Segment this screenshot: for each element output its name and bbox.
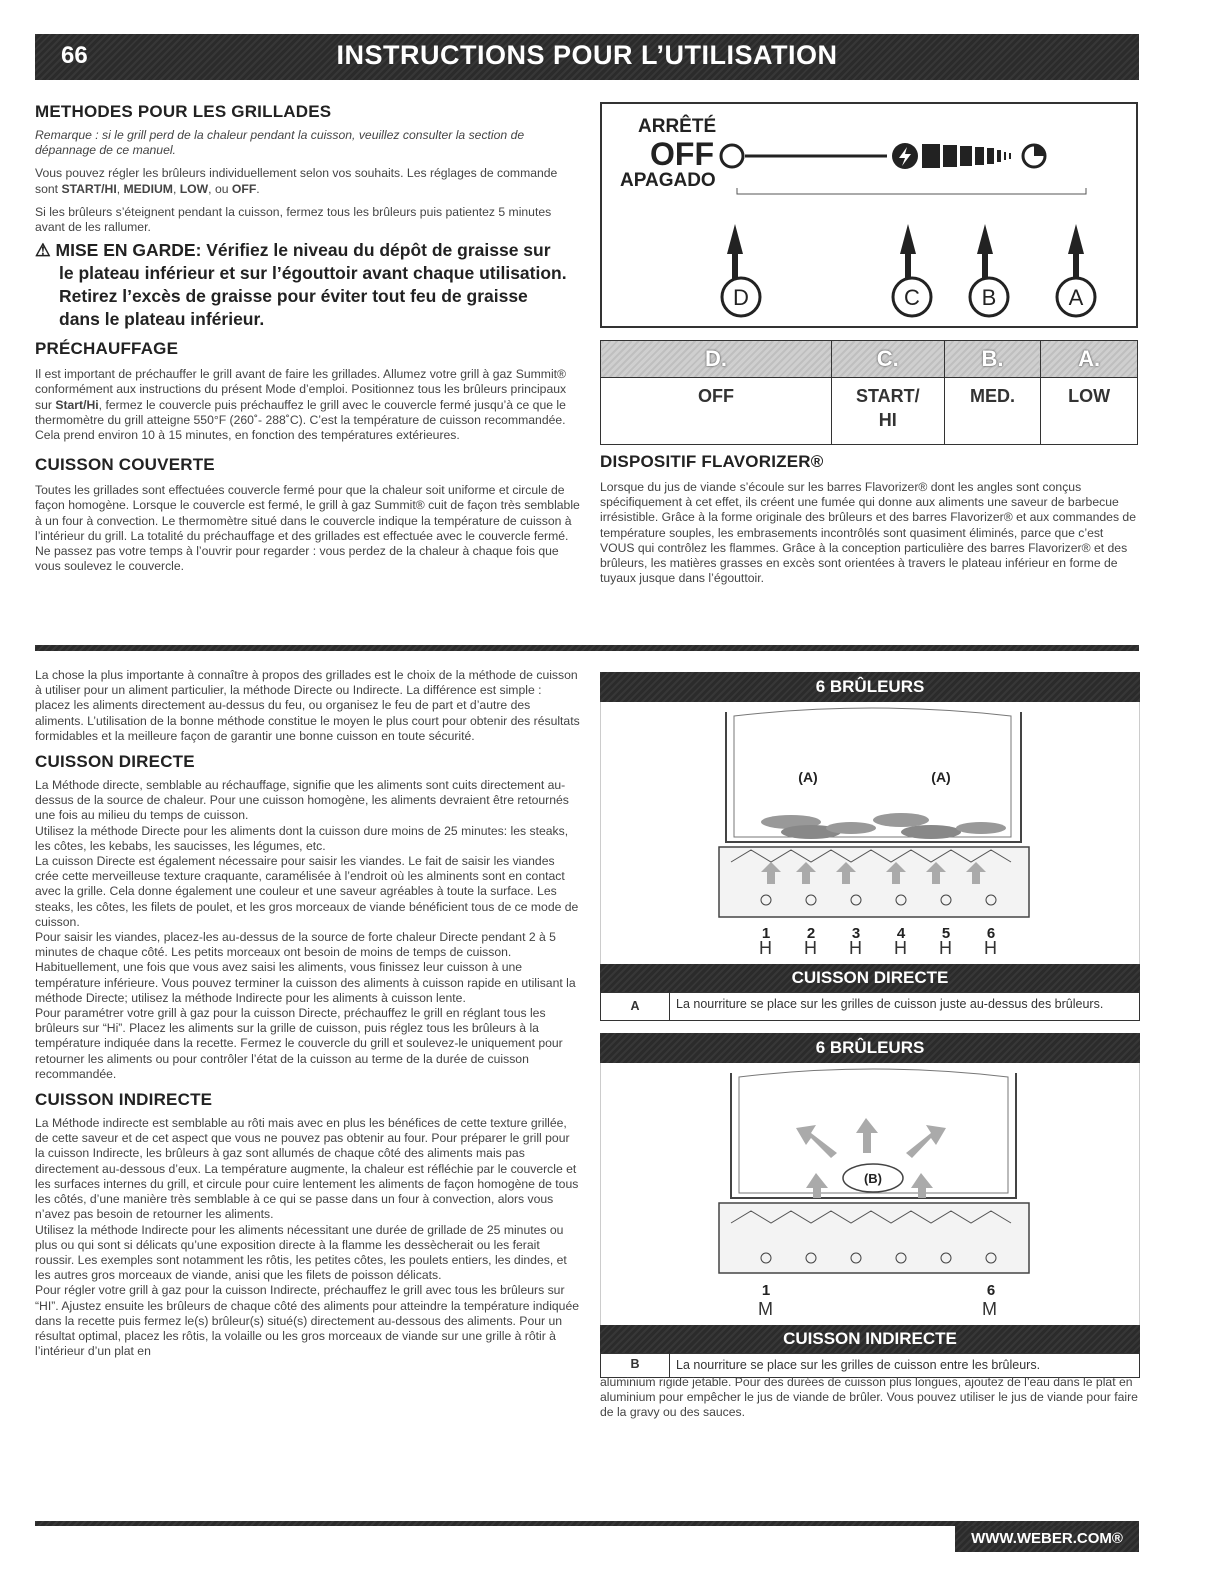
dial-label-b: B: [981, 285, 997, 310]
arrow-d-icon: [727, 224, 743, 282]
section-heading-prechauffage: PRÉCHAUFFAGE: [35, 339, 179, 359]
grill-direct-svg: [601, 702, 1141, 938]
settings-head-c: C.: [831, 341, 944, 378]
burner-setting-6: H: [984, 938, 997, 958]
indirect-burner-settings: [600, 1299, 1140, 1325]
indirect-burner-setting-6: M: [982, 1299, 997, 1319]
section-heading-methodes: METHODES POUR LES GRILLADES: [35, 102, 332, 121]
relight-paragraph: Si les brûleurs s’éteignent pendant la cuisson, fermez tous les brûleurs puis patientez 5 minutes avant de les rallumer.: [35, 204, 552, 235]
arrow-a-icon: [1068, 224, 1084, 282]
dial-diagram: [600, 102, 1138, 328]
warning-block: ⚠ MISE EN GARDE: Vérifiez le niveau du dépôt de graisse sur le plateau inférieur et sur l’égouttoir avant chaque utilisation. Retirez l’excès de graisse pour éviter tout feu de graisse dans le plateau inférieur.: [35, 240, 567, 330]
direct-paragraph-4: Pour saisir les viandes, placez-les au-dessus de la source de forte chaleur Directe pendant 2 à 5 minutes de chaque côté. Les petits morceaux ont besoin de moins de temps de cuisson. Habituellement, une fois que vous avez saisi les aliments, vous finissez leur cuisson à une température inférieure. Vous pouvez terminer la cuisson des aliments à cuisson rapide en utilisant la méthode Directe; utilisez la méthode Indirecte pour les aliments à cuisson lente.: [35, 930, 576, 1005]
off-position-icon: [721, 145, 743, 167]
settings-head-a: A.: [1041, 341, 1138, 378]
direct-paragraph-1: La Méthode directe, semblable au réchauffage, signifie que les aliments sont cuits directement au-dessus de la source de chaleur. Pour une cuisson homogène, les aliments devraient être retournés une fois au milieu du temps de cuisson.: [35, 778, 569, 823]
direct-paragraph-3: La cuisson Directe est également nécessaire pour saisir les viandes. Le fait de saisir les viandes crée cette merveilleuse texture craquante, caramélisée à l’endroit où les alminents sont en contact avec la grille. Cela donne également une couleur et une saveur agréables à toute la surface. Les steaks, les côtes, les filets de poulet, et les gros morceaux de viande bénéficient tous de ce mode de cuisson.: [35, 854, 579, 929]
indirect-paragraph-2: Utilisez la méthode Indirecte pour les aliments nécessitant une durée de grillade de 25 minutes ou plus ou qui sont si délicats qu’une exposition directe à la flamme les dessècherait ou les ferait roussir. Les exemples sont notamment les rôtis, les petites côtes, les poulets entiers, les dindes, et les autres gros morceaux de viande, anisi que les filets de poisson délicats.: [35, 1222, 567, 1283]
indirect-banner: 6 BRÛLEURS: [600, 1033, 1140, 1063]
settings-val-c: START/ HI: [831, 378, 944, 445]
preheat-paragraph: Il est important de préchauffer le grill avant de faire les grillades. Allumez votre grill à gaz Summit® conformément aux instructions du présent Mode d’emploi. Positionnez tous les brûleurs principaux sur Start/Hi, fermez le couvercle puis préchauffez le grill avec le couvercle fermé jusqu’à ce que le thermomètre du grill atteigne 550°F (260˚- 288˚C). C’est la température de cuisson recommandée. Cela prend environ 10 à 15 minutes, en fonction des températures extérieures.: [35, 367, 567, 443]
indirect-cooking-figure: [600, 1033, 1140, 1378]
dial-graphic: [602, 104, 1136, 326]
settings-head-d: D.: [601, 341, 832, 378]
settings-paragraph: Vous pouvez régler les brûleurs individuellement selon vos souhaits. Les réglages de commande sont START/HI, MEDIUM, LOW, ou OFF.: [35, 166, 558, 196]
burner-number-1: 1: [761, 925, 771, 938]
remark-text: Remarque : si le grill perd de la chaleur pendant la cuisson, veuillez consulter la section de dépannage de ce manuel.: [35, 128, 525, 158]
direct-cooking-figure: [600, 672, 1140, 1021]
indirect-caption-letter: B: [601, 1354, 670, 1377]
burner-setting-2: H: [804, 938, 817, 958]
dial-apagado-label: APAGADO: [620, 170, 716, 191]
burner-setting-3: H: [849, 938, 862, 958]
right-bottom-text: [600, 1375, 1138, 1429]
burner-number-6: 6: [986, 925, 996, 938]
arrow-b-icon: [977, 224, 993, 282]
direct-caption-title: CUISSON DIRECTE: [600, 964, 1140, 992]
arrow-c-icon: [900, 224, 916, 282]
left-top-column: [35, 102, 580, 582]
dial-label-d: D: [733, 285, 749, 310]
settings-table: [600, 340, 1138, 445]
flavorizer-paragraph: Lorsque du jus de viande s’écoule sur les barres Flavorizer® dont les angles sont conçus spécifiquement à cet effet, ils créent une fumée qui donne aux aliments une saveur de barbecue irrésistible. Grâce à la forme originale des brûleurs et des barres Flavorizer® et aux commandes de température souples, les embrasements incontrôlés sont quasiment éliminés, parce que c’est VOUS qui contrôlez les flammes. Grâce à la conception particulière des barres Flavorizer® et des brûleurs, les matières grasses en excès sont orientées à travers le plateau inférieur en forme de tuyaux jusque dans l’égouttoir.: [600, 480, 1136, 586]
settings-val-d: OFF: [601, 378, 832, 445]
indirect-paragraph-3: Pour régler votre grill à gaz pour la cuisson Indirecte, préchauffez le grill avec tous les brûleurs sur “HI”. Ajustez ensuite les brûleurs de chaque côté des aliments pour atteindre la température indiquée dans la recette puis fermez le(s) brûleur(s) situé(s) directement au-dessous des aliments. Pour un résultat optimal, placez les rôtis, la volaille ou les gros morceaux de viande sur une grille à rôtir à l’intérieur d’un plat en: [35, 1283, 580, 1359]
dial-arrete-label: ARRÊTÉ: [638, 116, 717, 137]
page-title: INSTRUCTIONS POUR L’UTILISATION: [336, 40, 838, 70]
direct-paragraph-2: Utilisez la méthode Directe pour les aliments dont la cuisson dure moins de 25 minutes: les steaks, les côtes, les kebabs, les saucisses, les légumes, etc.: [35, 823, 569, 853]
food-label-a-2: (A): [931, 769, 951, 785]
dial-label-a: A: [1068, 285, 1084, 310]
indirect-burner-number-6: 6: [986, 1282, 996, 1299]
direct-grill-illustration: [600, 702, 1140, 938]
flavorizer-section: [600, 452, 1138, 594]
food-label-b: (B): [863, 1171, 883, 1186]
dial-label-c: C: [904, 285, 920, 310]
indirect-paragraph-1: La Méthode indirecte est semblable au rôti mais avec en plus les bénéfices de cette texture grillée, de cette saveur et de cet aspect que vous ne pouvez pas obtenir au four. Pour préparer le grill pour la cuisson Indirecte, les brûleurs à gaz sont allumés de chaque côté des aliments mais pas directement au-dessous d’eux. La température augmente, la chaleur est réfléchie par le couvercle et les surfaces internes du grill, et circule pour cuire lentement les aliments de façon homogène de tous les côtés, d’une manière très semblable à ce qui se passe dans un four à convection, alors vous n’avez pas besoin de retourner les aliments.: [35, 1116, 579, 1222]
direct-burner-settings: [600, 938, 1140, 964]
steak-icon: [761, 813, 1006, 839]
header-band: [35, 34, 1139, 80]
methods-intro-paragraph: La chose la plus importante à connaître à propos des grillades est le choix de la méthode de cuisson à utiliser pour un aliment particulier, la méthode Directe ou Indirecte. La différence est simple : placez les aliments directement au-dessus du feu, ou organisez le feu de part et d’autre des aliments. L’utilisation de la bonne méthode constitue le moyen le plus court pour obtenir des résultats formidables et la meilleure façon de garantir une bonne cuisson en toute sécurité.: [35, 668, 580, 743]
burner-setting-1: H: [759, 938, 772, 958]
section-heading-flavorizer: DISPOSITIF FLAVORIZER®: [600, 452, 824, 471]
burner-setting-5: H: [939, 938, 952, 958]
continued-paragraph: aluminium rigide jetable. Pour des durées de cuisson plus longues, ajoutez de l’eau dans le plat en aluminium pour empêcher le jus de viande de brûler. Vous pouvez utiliser le jus de viande pour faire de la gravy ou des sauces.: [600, 1375, 1138, 1420]
direct-caption-text: La nourriture se place sur les grilles de cuisson juste au-dessus des brûleurs.: [676, 997, 1104, 1011]
indirect-burner-number-1: 1: [761, 1282, 771, 1299]
burner-number-2: 2: [806, 925, 816, 938]
settings-val-a: LOW: [1041, 378, 1138, 445]
dial-off-label: OFF: [650, 136, 714, 172]
food-label-a-1: (A): [798, 769, 818, 785]
direct-caption-letter: A: [601, 993, 670, 1020]
settings-val-b: MED.: [944, 378, 1041, 445]
section-divider: [35, 645, 1139, 651]
indirect-grill-illustration: [600, 1063, 1140, 1299]
direct-caption-row: [600, 992, 1140, 1021]
burner-number-3: 3: [851, 925, 861, 938]
covered-paragraph: Toutes les grillades sont effectuées couvercle fermé pour que la chaleur soit uniforme et circule de façon homogène. Lorsque le couvercle est fermé, le grill à gaz Summit® cuit de façon très semblable à un four à convection. Le thermomètre situé dans le couvercle indique la température de cuisson à l’intérieur du grill. La totalité du préchauffage et des grillades est effectuée avec le couvercle fermé. Ne passez pas votre temps à l’ouvrir pour regarder : vous perdez de la chaleur à chaque fois que vous soulevez le couvercle.: [35, 483, 580, 574]
section-heading-cuisson-directe: CUISSON DIRECTE: [35, 752, 195, 772]
section-heading-cuisson-couverte: CUISSON COUVERTE: [35, 455, 215, 475]
indirect-caption-text: La nourriture se place sur les grilles de cuisson entre les brûleurs.: [676, 1358, 1041, 1372]
burner-number-5: 5: [941, 925, 951, 938]
footer-url: WWW.WEBER.COM®: [955, 1526, 1139, 1552]
left-bottom-column: [35, 668, 580, 1367]
settings-head-b: B.: [944, 341, 1041, 378]
burner-setting-4: H: [894, 938, 907, 958]
section-heading-cuisson-indirecte: CUISSON INDIRECTE: [35, 1090, 213, 1110]
grill-indirect-svg: [601, 1063, 1141, 1299]
indirect-caption-title: CUISSON INDIRECTE: [600, 1325, 1140, 1353]
indirect-burner-setting-1: M: [758, 1299, 773, 1319]
direct-paragraph-5: Pour paramétrer votre grill à gaz pour la cuisson Directe, préchauffez le grill en réglant tous les brûleurs sur “Hi”. Placez les aliments sur la grille de cuisson, puis réglez tous les brûleurs à la température indiquée dans la recette. Fermez le couvercle du grill et soulevez-le uniquement pour retourner les aliments ou pour contrôler l’état de la cuisson au terme de la durée de cuisson recommandée.: [35, 1006, 563, 1081]
page-number: 66: [61, 42, 88, 69]
burner-number-4: 4: [896, 925, 906, 938]
direct-banner: 6 BRÛLEURS: [600, 672, 1140, 702]
